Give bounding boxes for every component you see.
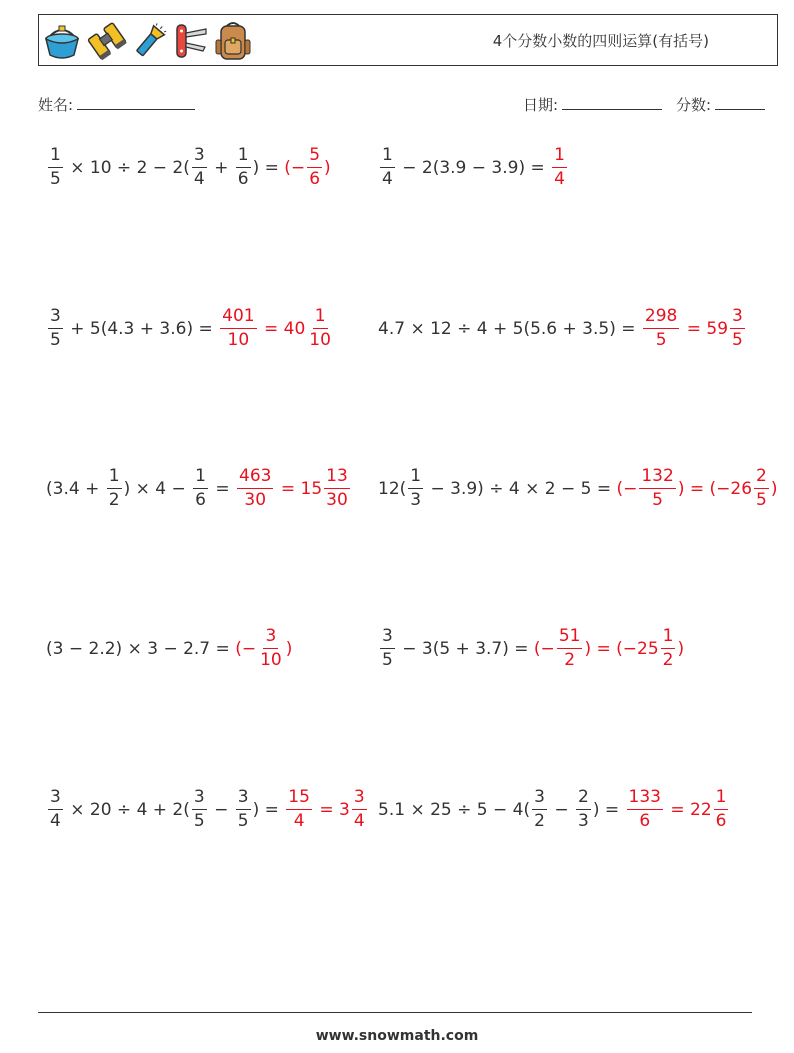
- header-box: [38, 14, 778, 66]
- expression-text: − 3(5 + 3.7) =: [396, 638, 534, 659]
- expression-text: +: [208, 157, 234, 178]
- footer-url[interactable]: www.snowmath.com: [315, 1028, 479, 1044]
- fraction: $\frac{1}{6}$: [195, 466, 206, 510]
- backpack-icon: [215, 20, 251, 62]
- answer: (− $\frac{132}{5}$ ) = (−26 $\frac{2}{5}$ ): [616, 466, 778, 510]
- problem-2: [378, 147, 569, 188]
- expression-text: −: [208, 799, 234, 820]
- expression-text: (3 − 2.2) × 3 − 2.7 =: [46, 638, 236, 659]
- answer: $\frac{463}{30}$ = 15 $\frac{13}{30}$: [239, 466, 348, 510]
- fraction: $\frac{3}{4}$: [50, 787, 61, 831]
- fraction: $\frac{2}{3}$: [577, 787, 589, 831]
- footer-divider: [38, 1012, 752, 1013]
- problem-5: [46, 468, 352, 509]
- score-label: 分数:: [676, 96, 712, 114]
- header-icons: [43, 20, 251, 62]
- problem-9: [46, 789, 369, 830]
- fraction: $\frac{3}{5}$: [193, 787, 205, 831]
- problem-1: [46, 147, 331, 188]
- expression-text: ) =: [252, 799, 285, 820]
- fraction: $\frac{1}{3}$: [410, 466, 422, 510]
- fraction: $\frac{3}{5}$: [50, 306, 61, 350]
- problem-4: [378, 308, 747, 349]
- expression-text: − 2(3.9 − 3.9) =: [396, 157, 551, 178]
- date-label: 日期:: [523, 96, 559, 114]
- bucket-icon: [43, 21, 81, 61]
- expression-text: ) × 4 −: [123, 478, 192, 499]
- answer: $\frac{1}{4}$: [554, 145, 565, 189]
- fraction: $\frac{1}{5}$: [50, 145, 61, 189]
- binoculars-icon: [87, 21, 127, 61]
- expression-text: (3.4 +: [46, 478, 105, 499]
- score-blank[interactable]: [715, 95, 765, 110]
- date-blank[interactable]: [562, 95, 662, 110]
- answer: $\frac{401}{10}$ = 40 $\frac{1}{10}$: [222, 306, 331, 350]
- fraction: $\frac{3}{5}$: [237, 787, 249, 831]
- problem-6: [378, 468, 777, 509]
- fraction: $\frac{3}{4}$: [193, 145, 205, 189]
- problem-3: [46, 308, 335, 349]
- score-field: [676, 94, 765, 115]
- expression-text: 5.1 × 25 ÷ 5 − 4(: [378, 799, 531, 820]
- problem-10: [378, 789, 730, 830]
- answer: $\frac{15}{4}$ = 3 $\frac{3}{4}$: [288, 787, 365, 831]
- expression-text: −: [548, 799, 574, 820]
- expression-text: =: [209, 478, 236, 499]
- fraction: $\frac{3}{5}$: [382, 626, 393, 670]
- problem-7: [46, 628, 292, 669]
- name-label: 姓名:: [38, 96, 74, 114]
- answer: $\frac{133}{6}$ = 22 $\frac{1}{6}$: [628, 787, 727, 831]
- fraction: $\frac{1}{4}$: [382, 145, 393, 189]
- fraction: $\frac{3}{2}$: [534, 787, 545, 831]
- pocket-knife-icon: [173, 21, 209, 61]
- fraction: $\frac{1}{6}$: [237, 145, 249, 189]
- name-blank[interactable]: [77, 95, 195, 110]
- name-field: [38, 94, 195, 115]
- fraction: $\frac{1}{2}$: [108, 466, 120, 510]
- problem-8: [378, 628, 684, 669]
- expression-text: − 3.9) ÷ 4 × 2 − 5 =: [425, 478, 617, 499]
- expression-text: × 10 ÷ 2 − 2(: [64, 157, 190, 178]
- date-field: [523, 94, 662, 115]
- answer: (− $\frac{51}{2}$ ) = (−25 $\frac{1}{2}$ ): [533, 626, 685, 670]
- flashlight-icon: [133, 21, 167, 61]
- answer: (− $\frac{5}{6}$ ): [284, 145, 331, 189]
- worksheet-title: 4个分数小数的四则运算(有括号): [492, 32, 709, 50]
- expression-text: ) =: [592, 799, 625, 820]
- expression-text: × 20 ÷ 4 + 2(: [64, 799, 190, 820]
- answer: $\frac{298}{5}$ = 59 $\frac{3}{5}$: [644, 306, 743, 350]
- expression-text: 4.7 × 12 ÷ 4 + 5(5.6 + 3.5) =: [378, 318, 641, 339]
- expression-text: + 5(4.3 + 3.6) =: [64, 318, 219, 339]
- answer: (− $\frac{3}{10}$ ): [235, 626, 293, 670]
- expression-text: 12(: [378, 478, 407, 499]
- expression-text: ) =: [252, 157, 285, 178]
